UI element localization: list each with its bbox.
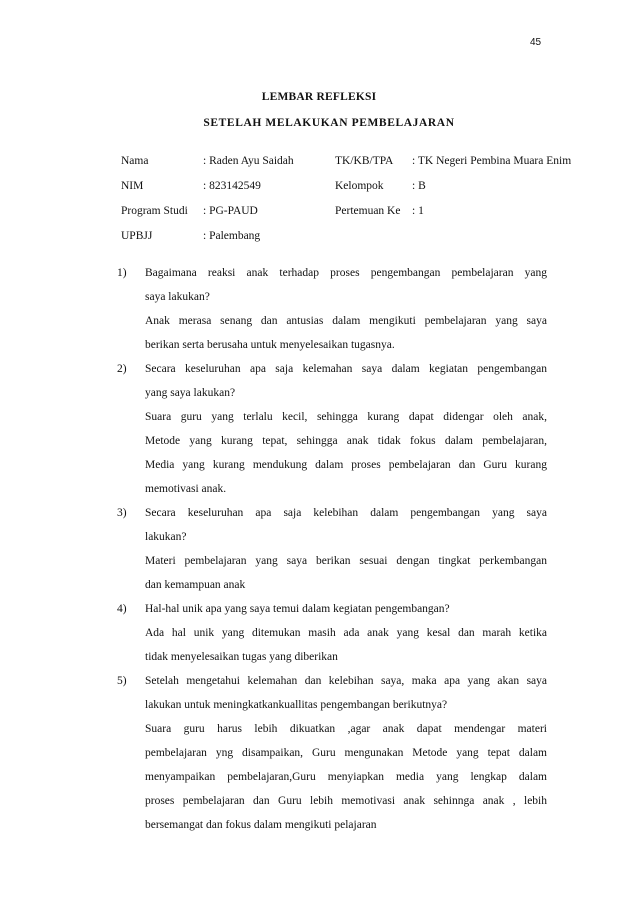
question-number: 5) xyxy=(117,675,127,687)
identity-value: : TK Negeri Pembina Muara Enim xyxy=(412,155,572,167)
answer-line: dan kemampuan anak xyxy=(145,579,246,591)
answer-line: bersemangat dan fokus dalam mengikuti pelajaran xyxy=(145,819,377,831)
question-number: 1) xyxy=(117,267,127,279)
question-line: saya lakukan? xyxy=(145,291,210,303)
identity-value: : Raden Ayu Saidah xyxy=(203,155,294,167)
identity-row xyxy=(0,230,638,246)
question-line: Hal-hal unik apa yang saya temui dalam kegiatan pengembangan? xyxy=(145,603,450,615)
identity-label: UPBJJ xyxy=(121,230,153,242)
question-line: yang saya lakukan? xyxy=(145,387,236,399)
question-number: 3) xyxy=(117,507,127,519)
answer-line: Suara guru harus lebih dikuatkan ,agar anak dapat mendengar materi xyxy=(145,723,547,735)
answer-line: Anak merasa senang dan antusias dalam mengikuti pembelajaran yang saya xyxy=(145,315,547,327)
question-line: Setelah mengetahui kelemahan dan kelebihan saya, maka apa yang akan saya xyxy=(145,675,547,687)
identity-row xyxy=(0,155,638,171)
answer-line: proses pembelajaran dan Guru lebih memotivasi anak sehinnga anak , lebih xyxy=(145,795,547,807)
identity-row xyxy=(0,180,638,196)
question-line: Secara keseluruhan apa saja kelemahan saya dalam kegiatan pengembangan xyxy=(145,363,547,375)
identity-label: Pertemuan Ke xyxy=(335,205,401,217)
question-number: 4) xyxy=(117,603,127,615)
identity-label: Program Studi xyxy=(121,205,188,217)
identity-label: TK/KB/TPA xyxy=(335,155,394,167)
question-line: lakukan untuk meningkatkankuallitas pengembangan berikutnya? xyxy=(145,699,448,711)
question-line: Bagaimana reaksi anak terhadap proses pengembangan pembelajaran yang xyxy=(145,267,547,279)
answer-line: Materi pembelajaran yang saya berikan sesuai dengan tingkat perkembangan xyxy=(145,555,547,567)
identity-value: : 823142549 xyxy=(203,180,261,192)
identity-value: : 1 xyxy=(412,205,424,217)
question-line: lakukan? xyxy=(145,531,187,543)
question-line: Secara keseluruhan apa saja kelebihan dalam pengembangan yang saya xyxy=(145,507,547,519)
answer-line: Suara guru yang terlalu kecil, sehingga kurang dapat didengar oleh anak, xyxy=(145,411,547,423)
identity-value: : PG-PAUD xyxy=(203,205,258,217)
answer-line: menyampaikan pembelajaran,Guru menyiapkan media yang lengkap dalam xyxy=(145,771,547,783)
answer-line: Metode yang kurang tepat, sehingga anak tidak fokus dalam pembelajaran, xyxy=(145,435,547,447)
answer-line: Ada hal unik yang ditemukan masih ada anak yang kesal dan marah ketika xyxy=(145,627,547,639)
identity-value: : B xyxy=(412,180,426,192)
identity-label: Nama xyxy=(121,155,149,167)
question-number: 2) xyxy=(117,363,127,375)
answer-line: Media yang kurang mendukung dalam proses pembelajaran dan Guru kurang xyxy=(145,459,547,471)
identity-value: : Palembang xyxy=(203,230,261,242)
document-subtitle: SETELAH MELAKUKAN PEMBELAJARAN xyxy=(203,117,455,129)
page-number: 45 xyxy=(530,37,542,48)
answer-line: pembelajaran yng disampaikan, Guru mengunakan Metode yang tepat dalam xyxy=(145,747,547,759)
identity-row xyxy=(0,205,638,221)
identity-label: Kelompok xyxy=(335,180,384,192)
answer-line: berikan serta berusaha untuk menyelesaikan tugasnya. xyxy=(145,339,395,351)
answer-line: memotivasi anak. xyxy=(145,483,227,495)
answer-line: tidak menyelesaikan tugas yang diberikan xyxy=(145,651,338,663)
identity-label: NIM xyxy=(121,180,144,192)
document-title: LEMBAR REFLEKSI xyxy=(261,91,377,103)
